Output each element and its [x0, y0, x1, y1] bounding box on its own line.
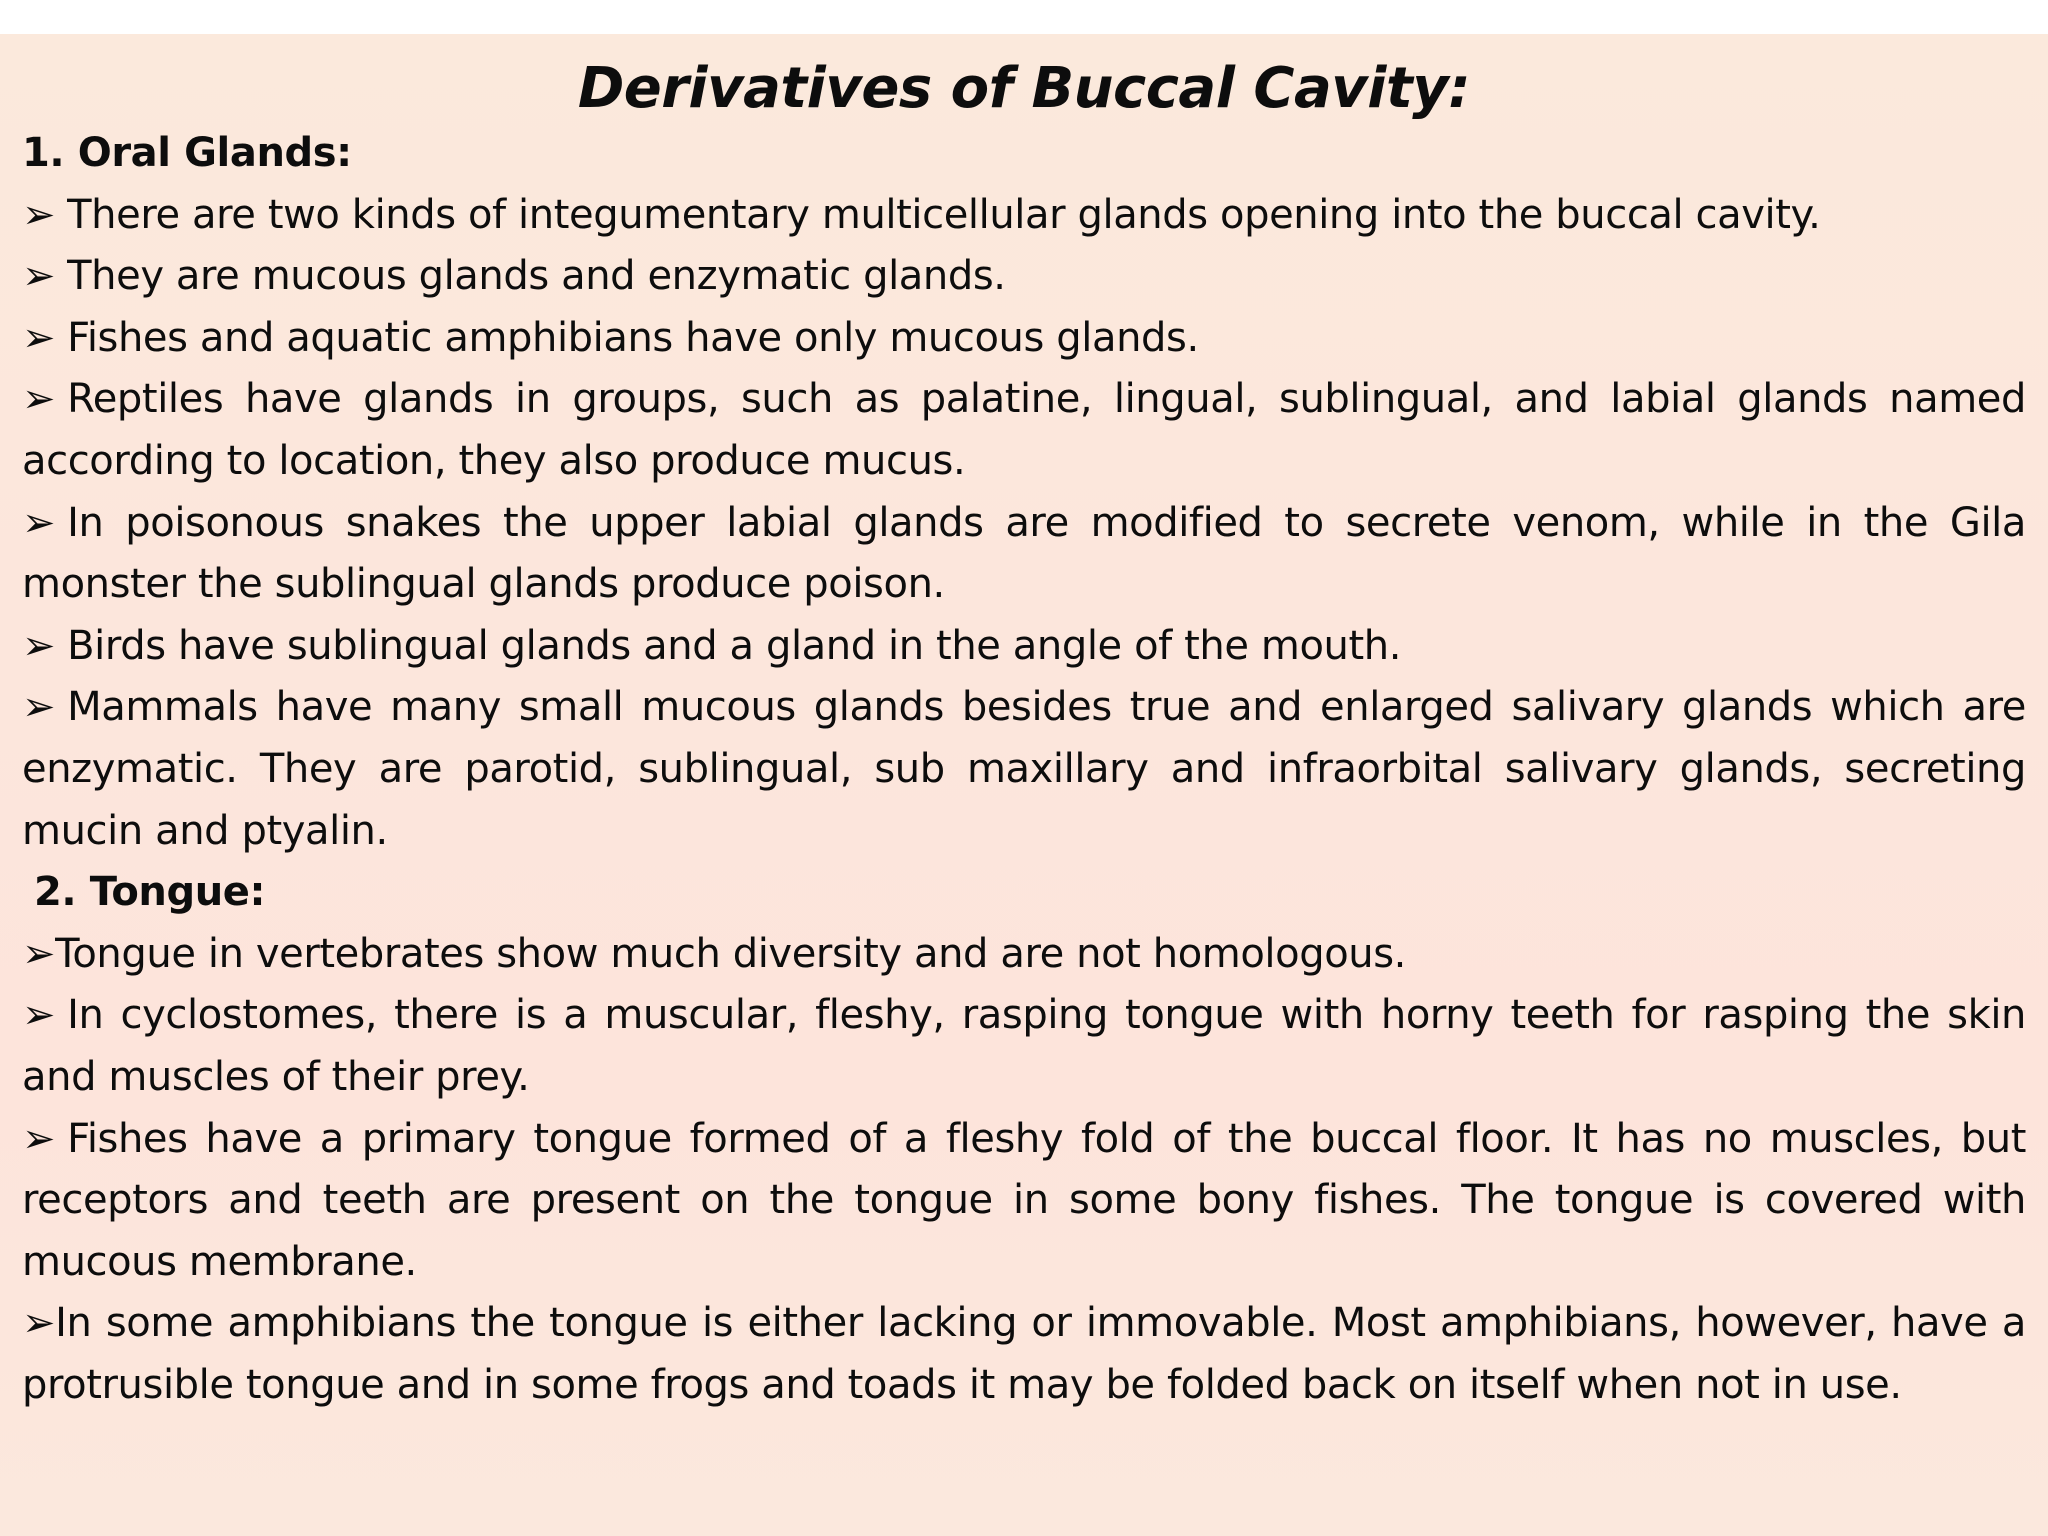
arrow-bullet-icon: ➢: [22, 499, 56, 546]
arrow-bullet-icon: ➢: [22, 314, 56, 361]
bullet-text: Reptiles have glands in groups, such as palatine, lingual, sublingual, and labial glands named according to location, they also produce mucus.: [22, 376, 2026, 484]
bullet-point: [22, 246, 2026, 308]
arrow-bullet-icon: ➢: [22, 992, 56, 1039]
bullet-text: There are two kinds of integumentary multicellular glands opening into the buccal cavity.: [67, 191, 1821, 238]
bullet-point: [22, 616, 2026, 678]
bullet-text: In some amphibians the tongue is either lacking or immovable. Most amphibians, however, have a protrusible tongue and in some frogs and toads it may be folded back on itself when not in use.: [22, 1300, 2026, 1408]
slide: [0, 34, 2048, 1536]
arrow-bullet-icon: ➢: [22, 253, 56, 300]
bullet-point: [22, 308, 2026, 370]
bullet-point: [22, 985, 2026, 1108]
arrow-bullet-icon: ➢: [22, 191, 56, 238]
bullet-point: [22, 924, 2026, 986]
bullet-text: Birds have sublingual glands and a gland in the angle of the mouth.: [67, 622, 1402, 669]
bullet-point: [22, 1109, 2026, 1294]
section-heading-tongue: 2. Tongue:: [34, 869, 266, 916]
bullet-point: [22, 1293, 2026, 1416]
arrow-bullet-icon: ➢: [22, 1115, 56, 1162]
bullet-text: Mammals have many small mucous glands besides true and enlarged salivary glands which are enzymatic. They are parotid, sublingual, sub maxillary and infraorbital salivary glands, secreting mucin and ptyalin.: [22, 684, 2026, 854]
bullet-text: In poisonous snakes the upper labial glands are modified to secrete venom, while in the Gila monster the sublingual glands produce poison.: [22, 499, 2026, 608]
arrow-bullet-icon: ➢: [22, 684, 56, 731]
bullet-text: Fishes have a primary tongue formed of a fleshy fold of the buccal floor. It has no muscles, but receptors and teeth are present on the tongue in some bony fishes. The tongue is covered with mucous membrane.: [22, 1115, 2026, 1285]
arrow-bullet-icon: ➢: [22, 622, 56, 669]
bullet-point: [22, 185, 2026, 247]
bullet-point: [22, 677, 2026, 862]
arrow-bullet-icon: ➢: [22, 1300, 56, 1347]
arrow-bullet-icon: ➢: [22, 376, 56, 423]
bullet-text: In cyclostomes, there is a muscular, fleshy, rasping tongue with horny teeth for rasping the skin and muscles of their prey.: [22, 992, 2026, 1100]
slide-title: Derivatives of Buccal Cavity:: [577, 56, 1471, 121]
arrow-bullet-icon: ➢: [22, 930, 56, 977]
section-heading-oral-glands: 1. Oral Glands:: [22, 130, 352, 176]
bullet-text: Tongue in vertebrates show much diversity and are not homologous.: [55, 930, 1406, 977]
bullet-text: Fishes and aquatic amphibians have only mucous glands.: [67, 314, 1199, 361]
bullet-text: They are mucous glands and enzymatic glands.: [67, 253, 1006, 300]
bullet-point: [22, 369, 2026, 492]
slide-body: [22, 123, 2026, 1416]
bullet-point: [22, 493, 2026, 616]
